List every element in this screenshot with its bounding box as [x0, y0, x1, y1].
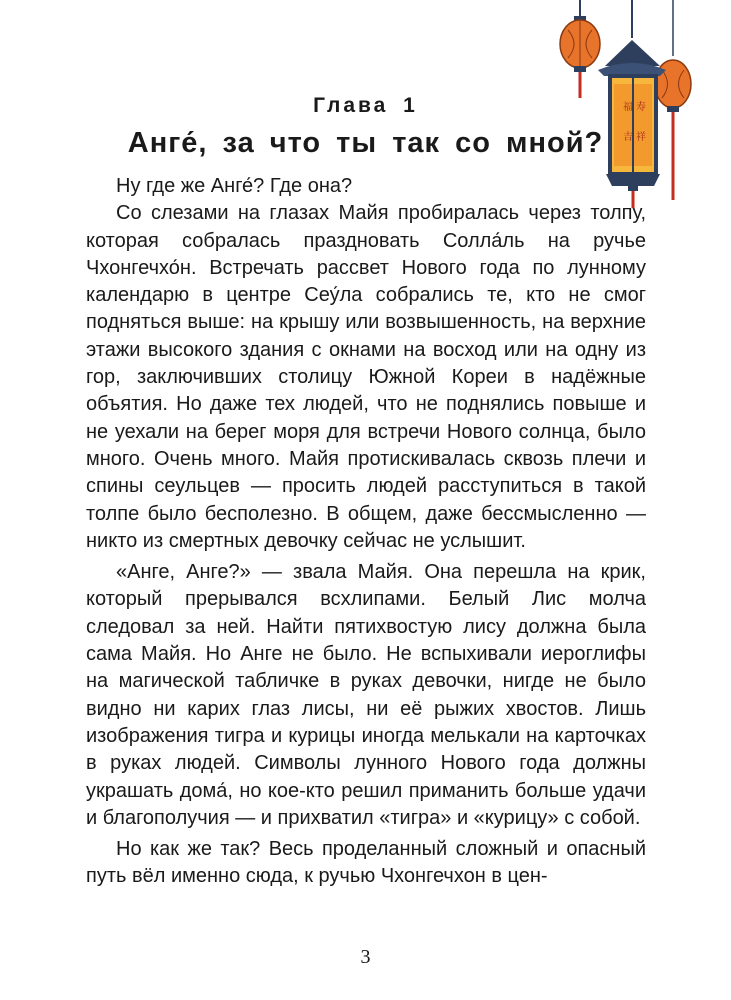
paragraph: «Анге, Анге?» — звала Майя. Она перешла на крик, который прерывался всхлипами. Белый Лис молча следовал за ней. Найти пятихвостую лису должна была сама Майя. Но Анге не было. Не вспыхивали иероглифы на магической табличке в руках девочки, нигде не было видно ни карих глаз лисы, ни её рыжих хвостов. Лишь изображения тигра и курицы иногда мелькали на карточках в руках людей. Символы лунного Нового года должны украшать дома́, но кое-кто решил приманить больше удачи и благополучия — и прихватил «тигра» и «курицу» с собой. [86, 561, 646, 829]
chapter-title: Анге́, за что ты так со мной? [127, 127, 604, 159]
body-text [86, 173, 646, 891]
svg-text:寿: 寿 [636, 102, 646, 113]
page-number: 3 [360, 946, 371, 968]
svg-text:吉: 吉 [623, 132, 633, 143]
paragraph: Со слезами на глазах Майя пробиралась через толпу, которая собралась праздновать Солла́ль на ручье Чхонгечхо́н. Встречать рассвет Нового года по лунному календарю в центре Сеу́ла собрались те, кто не смог подняться выше: на крышу или возвышенность, на верхние этажи высокого здания с окнами на восход или на одну из гор, заключивших столицу Южной Кореи в надёжные объятия. Но даже тех людей, что не поднялись повыше и не уехали на берег моря для встречи Нового солнца, было много. Очень много. Майя протискивалась сквозь плечи и спины сеульцев — просить людей расступиться в такой толпе было бесполезно. В общем, даже бессмысленно — никто из смертных девочку сейчас не услышит. [86, 202, 646, 552]
svg-text:福: 福 [623, 102, 633, 113]
chapter-number: Глава 1 [313, 94, 418, 117]
paragraph: Но как же так? Весь проделанный сложный и опасный путь вёл именно сюда, к ручью Чхонгечхон в цен- [86, 838, 646, 888]
paragraph: Ну где же Анге́? Где она? [116, 175, 353, 197]
svg-text:祥: 祥 [636, 132, 646, 143]
